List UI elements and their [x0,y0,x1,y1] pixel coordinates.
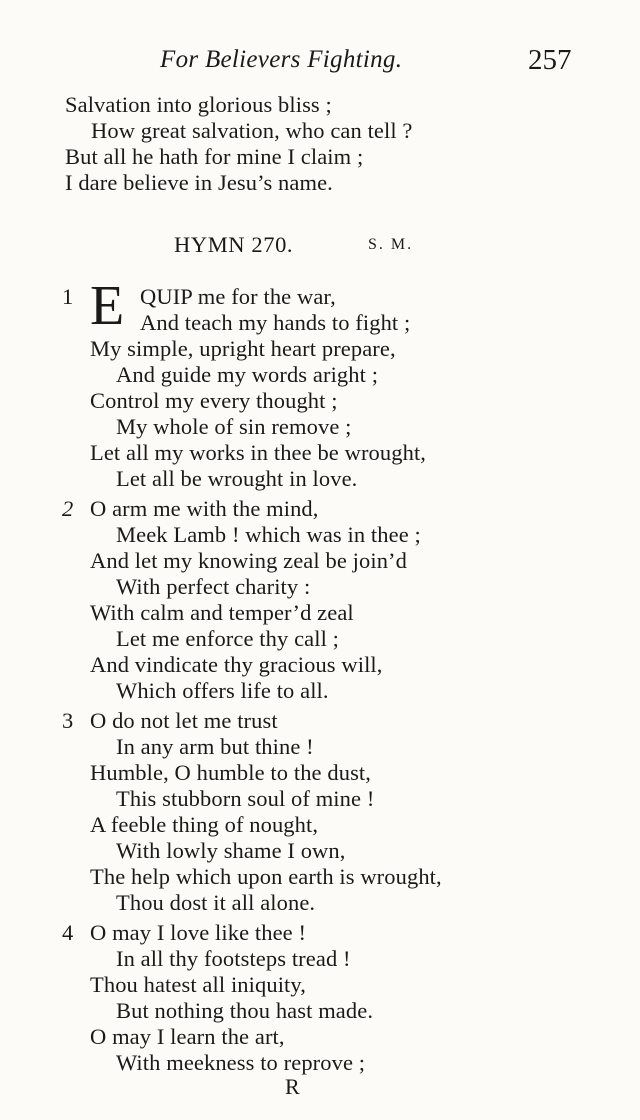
verse-line: Which offers life to all. [116,678,329,703]
running-head [0,44,640,78]
hymn-heading [0,232,640,262]
verse-line: With meekness to reprove ; [116,1050,366,1075]
preceding-line: How great salvation, who can tell ? [91,118,413,143]
drop-cap: E [90,275,125,337]
verse-line: Meek Lamb ! which was in thee ; [116,522,421,547]
verse-line: With lowly shame I own, [116,838,346,863]
verse-line: With perfect charity : [116,574,311,599]
page-number: 257 [528,44,572,76]
verse-line: In all thy footsteps tread ! [116,946,351,971]
verse-number: 1 [62,284,74,309]
verse-line: Let me enforce thy call ; [116,626,340,651]
verse-line: Control my every thought ; [90,388,338,413]
verse-line: O may I learn the art, [90,1024,285,1049]
verse-number: 2 [62,496,74,521]
preceding-line: I dare believe in Jesu’s name. [65,170,333,195]
verse-line: Let all my works in thee be wrought, [90,440,427,465]
verse-line: O arm me with the mind, [90,496,319,521]
verse-line: Thou hatest all iniquity, [90,972,307,997]
preceding-line: Salvation into glorious bliss ; [65,92,332,117]
verse-line: And teach my hands to fight ; [140,310,411,335]
verse-line: Thou dost it all alone. [116,890,316,915]
verse-line: Let all be wrought in love. [116,466,358,491]
verse-line: And vindicate thy gracious will, [90,652,383,677]
hymn-title: HYMN 270. [174,232,294,257]
verse-line: The help which upon earth is wrought, [90,864,442,889]
verse-number: 4 [62,920,74,945]
verse-line: My whole of sin remove ; [116,414,352,439]
verse-line: But nothing thou hast made. [116,998,374,1023]
verse-line: In any arm but thine ! [116,734,314,759]
verse-line: QUIP me for the war, [140,284,336,309]
verse-line: O may I love like thee ! [90,920,307,945]
verse-line: O do not let me trust [90,708,278,733]
verse-line: Humble, O humble to the dust, [90,760,371,785]
running-title: For Believers Fighting. [160,46,403,73]
verse-line: This stubborn soul of mine ! [116,786,375,811]
verse-line: With calm and temper’d zeal [90,600,354,625]
preceding-line: But all he hath for mine I claim ; [65,144,364,169]
verse-line: And guide my words aright ; [116,362,379,387]
verse-line: And let my knowing zeal be join’d [90,548,407,573]
verse-line: My simple, upright heart prepare, [90,336,396,361]
verse-line: A feeble thing of nought, [90,812,319,837]
hymn-meter: S. M. [368,236,414,253]
signature-mark: R [285,1074,300,1099]
verse-number: 3 [62,708,74,733]
